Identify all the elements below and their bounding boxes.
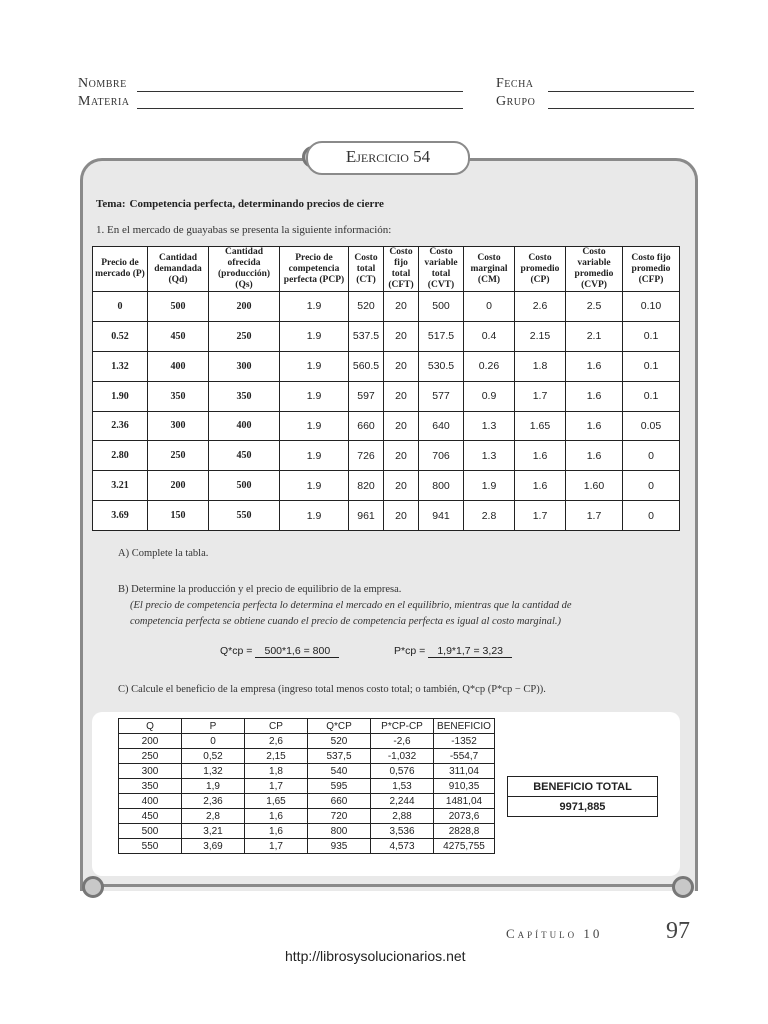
calc-table-cell: 2828,8 [434,824,495,839]
main-table-cell: 1.9 [280,351,349,381]
main-table-cell: 577 [419,381,464,411]
main-table-cell: 350 [148,381,209,411]
main-table-cell: 0.9 [464,381,515,411]
calc-table [118,718,495,854]
total-table [507,776,658,817]
main-table-cell: 1.9 [280,501,349,531]
calc-table-cell: 3,536 [371,824,434,839]
main-table-cell: 1.60 [566,471,623,501]
calc-table-cell: 1,53 [371,779,434,794]
main-table [92,246,680,531]
calc-table-cell: 520 [308,734,371,749]
calc-header: P [182,719,245,734]
main-table-cell: 0.1 [623,321,680,351]
main-table-cell: 1.6 [566,351,623,381]
calc-table-row [119,734,495,749]
calc-table-cell: 400 [119,794,182,809]
main-header: Costo variable total (CVT) [419,247,464,292]
question-1: 1. En el mercado de guayabas se presenta la siguiente información: [96,224,392,236]
main-header: Costo total (CT) [349,247,384,292]
main-table-cell: 250 [209,321,280,351]
p-equilibrium [394,645,512,658]
calc-header: Q*CP [308,719,371,734]
nombre-label: Nombre [78,76,127,91]
main-header: Precio de mercado (P) [93,247,148,292]
main-table-row [93,471,680,501]
fecha-line [548,91,694,92]
calc-table-cell: -1352 [434,734,495,749]
main-header: Costo fijo total (CFT) [384,247,419,292]
main-table-cell: 0.4 [464,321,515,351]
main-header: Cantidad demandada (Qd) [148,247,209,292]
calc-table-cell: 4,573 [371,839,434,854]
main-table-row [93,351,680,381]
main-table-cell: 20 [384,351,419,381]
section-a: A) Complete la tabla. [118,548,209,559]
calc-table-cell: 595 [308,779,371,794]
calc-table-cell: 935 [308,839,371,854]
main-table-cell: 1.9 [280,292,349,322]
main-table-cell: 520 [349,292,384,322]
chapter-label: Capítulo 10 [506,926,603,941]
main-table-cell: 597 [349,381,384,411]
main-table-cell: 800 [419,471,464,501]
main-table-cell: 2.36 [93,411,148,441]
main-table-cell: 0 [93,292,148,322]
main-header: Precio de competencia perfecta (PCP) [280,247,349,292]
calc-table-cell: 2,88 [371,809,434,824]
main-table-cell: 1.9 [280,321,349,351]
calc-table-cell: 2,244 [371,794,434,809]
p-equilibrium-value: 1,9*1,7 = 3,23 [428,645,512,658]
main-table-cell: 0.10 [623,292,680,322]
main-table-cell: 450 [148,321,209,351]
calc-table-row [119,749,495,764]
calc-table-cell: 500 [119,824,182,839]
calc-table-cell: 1,7 [245,779,308,794]
calc-table-cell: 0 [182,734,245,749]
main-table-cell: 1.90 [93,381,148,411]
calc-table-cell: 2,6 [245,734,308,749]
main-table-row [93,501,680,531]
section-b: B) Determine la producción y el precio de equilibrio de la empresa. [118,584,402,595]
grupo-label: Grupo [496,94,536,109]
main-table-cell: 20 [384,441,419,471]
main-table-cell: 1.8 [515,351,566,381]
panel-bottom-line [88,884,682,887]
tema-line [96,194,384,212]
bottom-knob-left [82,876,104,898]
calc-table-cell: 1,8 [245,764,308,779]
main-table-cell: 2.80 [93,441,148,471]
main-table-cell: 0 [623,471,680,501]
section-b-note-1: (El precio de competencia perfecta lo determina el mercado en el equilibrio, mientras que la cantidad de [130,600,572,611]
calc-table-cell: 800 [308,824,371,839]
main-table-cell: 20 [384,471,419,501]
materia-label: Materia [78,94,130,109]
calc-table-cell: 1,6 [245,809,308,824]
main-table-cell: 660 [349,411,384,441]
main-table-cell: 20 [384,381,419,411]
main-table-cell: 1.7 [515,381,566,411]
q-equilibrium-value: 500*1,6 = 800 [255,645,339,658]
calc-table-cell: 300 [119,764,182,779]
main-table-cell: 500 [209,471,280,501]
tema-text: Competencia perfecta, determinando precios de cierre [129,198,384,210]
main-table-cell: 1.7 [515,501,566,531]
main-table-row [93,292,680,322]
main-table-cell: 0 [623,441,680,471]
main-table-cell: 400 [209,411,280,441]
main-table-cell: 941 [419,501,464,531]
section-c: C) Calcule el beneficio de la empresa (ingreso total menos costo total; o también, Q*cp (P*cp − CP)). [118,684,546,695]
main-table-row [93,411,680,441]
calc-table-row [119,794,495,809]
main-table-cell: 2.6 [515,292,566,322]
main-table-cell: 500 [419,292,464,322]
main-table-cell: 500 [148,292,209,322]
calc-table-cell: 0,576 [371,764,434,779]
main-table-cell: 20 [384,321,419,351]
main-table-cell: 560.5 [349,351,384,381]
calc-table-cell: 1481,04 [434,794,495,809]
exercise-title: Ejercicio 54 [306,141,470,175]
main-table-cell: 1.32 [93,351,148,381]
main-table-cell: 1.7 [566,501,623,531]
main-table-cell: 250 [148,441,209,471]
main-table-cell: 300 [209,351,280,381]
calc-table-cell: 311,04 [434,764,495,779]
main-header: Costo promedio (CP) [515,247,566,292]
main-table-row [93,321,680,351]
calc-table-row [119,809,495,824]
main-table-cell: 961 [349,501,384,531]
main-table-row [93,381,680,411]
calc-table-row [119,824,495,839]
main-table-cell: 0.05 [623,411,680,441]
calc-table-cell: 250 [119,749,182,764]
main-table-cell: 1.3 [464,441,515,471]
calc-table-row [119,839,495,854]
calc-table-cell: 4275,755 [434,839,495,854]
q-equilibrium [220,645,339,658]
main-header: Costo variable promedio (CVP) [566,247,623,292]
calc-table-cell: -2,6 [371,734,434,749]
main-table-cell: 1.6 [566,381,623,411]
calc-table-cell: 720 [308,809,371,824]
main-table-cell: 1.9 [280,411,349,441]
main-table-cell: 820 [349,471,384,501]
main-table-cell: 200 [148,471,209,501]
calc-table-cell: 910,35 [434,779,495,794]
main-table-cell: 1.6 [566,441,623,471]
calc-header: Q [119,719,182,734]
main-table-cell: 350 [209,381,280,411]
calc-table-cell: 3,69 [182,839,245,854]
main-table-cell: 530.5 [419,351,464,381]
main-table-cell: 2.5 [566,292,623,322]
main-table-cell: 300 [148,411,209,441]
calc-table-row [119,779,495,794]
main-header: Cantidad ofrecida (producción) (Qs) [209,247,280,292]
main-table-cell: 1.9 [280,381,349,411]
main-table-cell: 150 [148,501,209,531]
calc-table-cell: 2,36 [182,794,245,809]
main-header: Costo marginal (CM) [464,247,515,292]
calc-table-cell: 3,21 [182,824,245,839]
main-table-cell: 1.6 [515,471,566,501]
main-table-cell: 0 [623,501,680,531]
main-table-cell: 640 [419,411,464,441]
main-table-cell: 0.52 [93,321,148,351]
calc-table-cell: 660 [308,794,371,809]
calc-table-cell: 200 [119,734,182,749]
nombre-line [137,91,463,92]
calc-table-cell: 2,8 [182,809,245,824]
main-table-cell: 706 [419,441,464,471]
main-table-header-row [93,247,680,292]
calc-table-cell: 2073,6 [434,809,495,824]
calc-table-cell: -1,032 [371,749,434,764]
main-table-cell: 3.69 [93,501,148,531]
main-table-cell: 400 [148,351,209,381]
calc-table-cell: 1,32 [182,764,245,779]
page-number: 97 [666,918,690,944]
main-table-cell: 550 [209,501,280,531]
calc-table-cell: -554,7 [434,749,495,764]
section-b-note-2: competencia perfecta se obtiene cuando el precio de competencia perfecta es igual al costo marginal.) [130,616,562,627]
calc-header: CP [245,719,308,734]
main-table-cell: 0 [464,292,515,322]
fecha-label: Fecha [496,76,534,91]
main-table-cell: 20 [384,411,419,441]
main-table-cell: 450 [209,441,280,471]
main-table-cell: 0.1 [623,351,680,381]
calc-table-cell: 0,52 [182,749,245,764]
p-equilibrium-label: P*cp = [394,645,426,657]
calc-table-cell: 350 [119,779,182,794]
calc-table-cell: 1,9 [182,779,245,794]
calc-table-row [119,764,495,779]
main-table-cell: 1.65 [515,411,566,441]
bottom-knob-right [672,876,694,898]
q-equilibrium-label: Q*cp = [220,645,253,657]
main-table-cell: 0.26 [464,351,515,381]
main-table-cell: 1.9 [280,471,349,501]
calc-table-header-row [119,719,495,734]
main-table-row [93,441,680,471]
calc-table-cell: 1,65 [245,794,308,809]
main-table-cell: 2.1 [566,321,623,351]
materia-line [137,108,463,109]
main-table-cell: 20 [384,501,419,531]
main-table-cell: 0.1 [623,381,680,411]
main-table-cell: 3.21 [93,471,148,501]
calc-header: P*CP-CP [371,719,434,734]
total-value: 9971,885 [508,797,658,817]
main-table-cell: 2.8 [464,501,515,531]
calc-table-cell: 540 [308,764,371,779]
main-table-cell: 20 [384,292,419,322]
main-table-cell: 537.5 [349,321,384,351]
calc-table-cell: 1,6 [245,824,308,839]
calc-table-cell: 1,7 [245,839,308,854]
calc-table-cell: 550 [119,839,182,854]
calc-table-cell: 537,5 [308,749,371,764]
grupo-line [548,108,694,109]
calc-table-cell: 450 [119,809,182,824]
main-table-cell: 1.9 [280,441,349,471]
calc-header: BENEFICIO [434,719,495,734]
main-table-cell: 517.5 [419,321,464,351]
main-table-cell: 1.6 [566,411,623,441]
total-label: BENEFICIO TOTAL [508,777,658,797]
main-table-cell: 200 [209,292,280,322]
source-url: http://librosysolucionarios.net [285,948,466,964]
tema-label: Tema: [96,198,126,210]
main-table-cell: 1.3 [464,411,515,441]
calc-table-cell: 2,15 [245,749,308,764]
main-table-cell: 726 [349,441,384,471]
main-table-cell: 2.15 [515,321,566,351]
main-table-cell: 1.6 [515,441,566,471]
main-header: Costo fijo promedio (CFP) [623,247,680,292]
main-table-cell: 1.9 [464,471,515,501]
